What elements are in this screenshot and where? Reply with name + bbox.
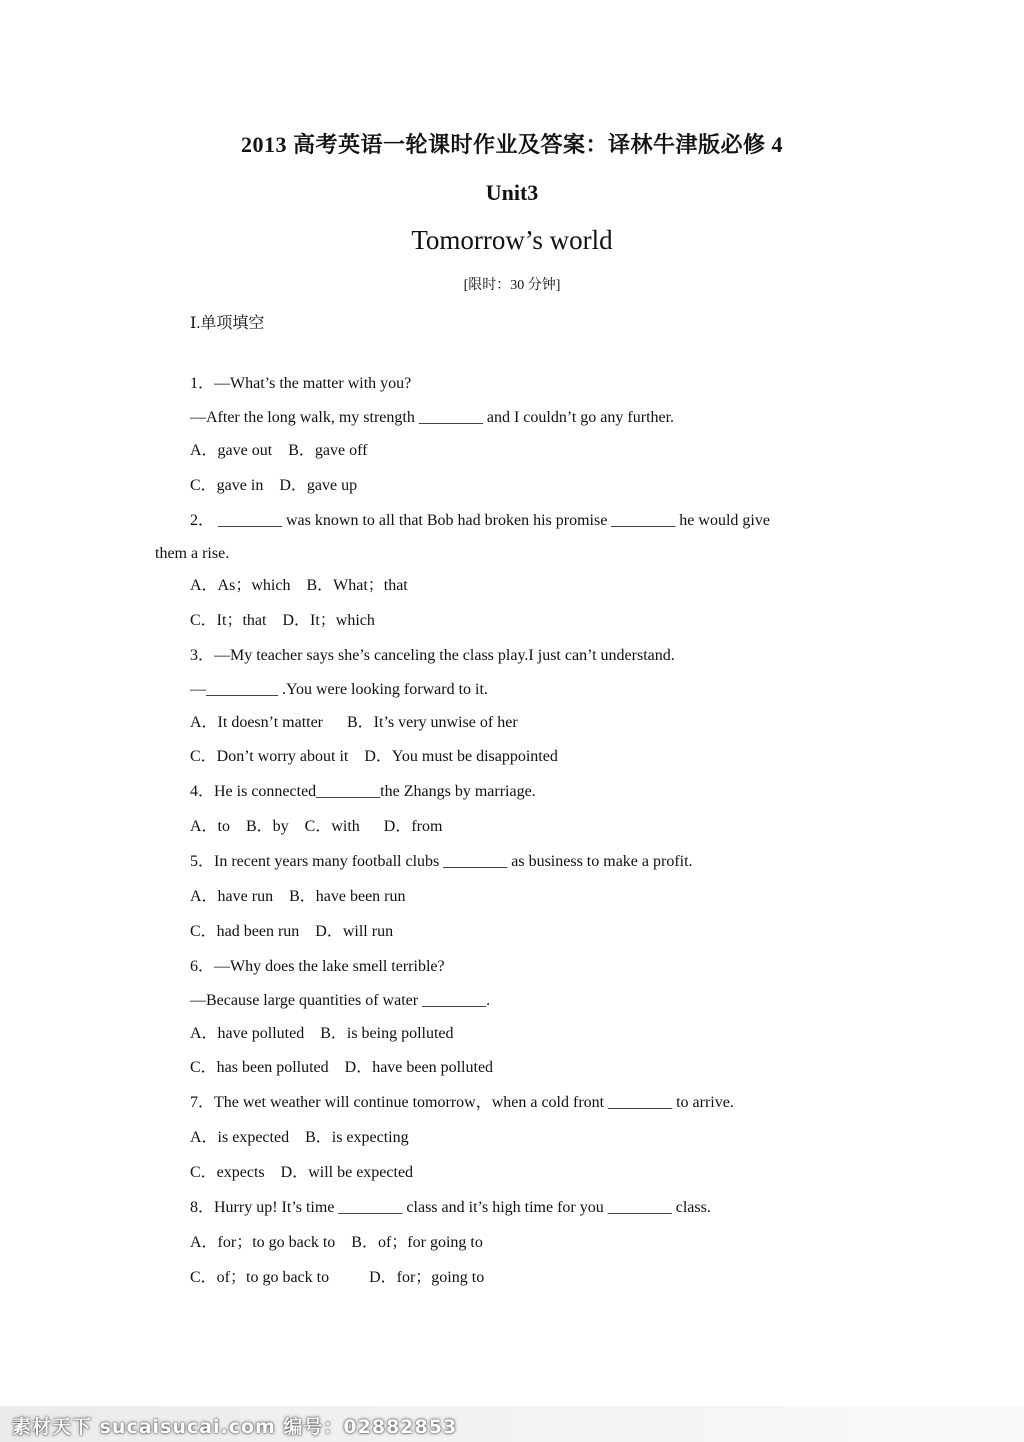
option-line: A．have polluted B．is being polluted <box>190 1025 454 1042</box>
option-line: A．gave out B．gave off <box>190 442 368 459</box>
question-line: 1．—What’s the matter with you? <box>190 375 412 392</box>
option-line: C．of；to go back to D．for；going to <box>190 1269 485 1286</box>
question-line: 2． ________ was known to all that Bob had broken his promise ________ he would give <box>190 512 770 529</box>
section-heading: Ⅰ.单项填空 <box>190 315 265 332</box>
option-line: C．had been run D．will run <box>190 923 394 940</box>
watermark-text: 素材天下 sucaisucai.com 编号：02882853 <box>12 1416 458 1438</box>
option-line: A．is expected B．is expecting <box>190 1129 409 1146</box>
option-line: C．Don’t worry about it D．You must be disappointed <box>190 748 558 765</box>
option-line: C．expects D．will be expected <box>190 1164 414 1181</box>
question-line: 5．In recent years many football clubs ________ as business to make a profit. <box>190 853 693 870</box>
lesson-subtitle: Tomorrow’s world <box>411 225 613 255</box>
question-line: 6．—Why does the lake smell terrible? <box>190 958 445 975</box>
time-limit: [限时：30 分钟] <box>463 278 561 293</box>
question-line: 3．—My teacher says she’s canceling the class play.I just can’t understand. <box>190 647 675 664</box>
question-line: —After the long walk, my strength ________ and I couldn’t go any further. <box>190 409 675 426</box>
page-title: 2013 高考英语一轮课时作业及答案：译林牛津版必修 4 <box>240 132 783 157</box>
option-line: C．has been polluted D．have been polluted <box>190 1059 494 1076</box>
option-line: A．As；which B．What；that <box>190 577 408 594</box>
unit-label: Unit3 <box>485 180 539 205</box>
option-line: A．It doesn’t matter B．It’s very unwise of her <box>190 714 518 731</box>
option-line: A．for；to go back to B．of；for going to <box>190 1234 483 1251</box>
option-line: A．to B．by C．with D．from <box>190 818 443 835</box>
question-line: them a rise. <box>155 545 230 562</box>
option-line: A．have run B．have been run <box>190 888 406 905</box>
option-line: C．It；that D．It；which <box>190 612 375 629</box>
question-line: 4．He is connected________the Zhangs by marriage. <box>190 783 536 800</box>
question-line: —Because large quantities of water ________. <box>190 992 491 1009</box>
option-line: C．gave in D．gave up <box>190 477 358 494</box>
watermark-bar <box>0 1406 1024 1442</box>
question-line: 7．The wet weather will continue tomorrow，when a cold front ________ to arrive. <box>190 1094 734 1111</box>
question-line: —_________ .You were looking forward to it. <box>190 681 488 698</box>
question-line: 8．Hurry up! It’s time ________ class and it’s high time for you ________ class. <box>190 1199 711 1216</box>
